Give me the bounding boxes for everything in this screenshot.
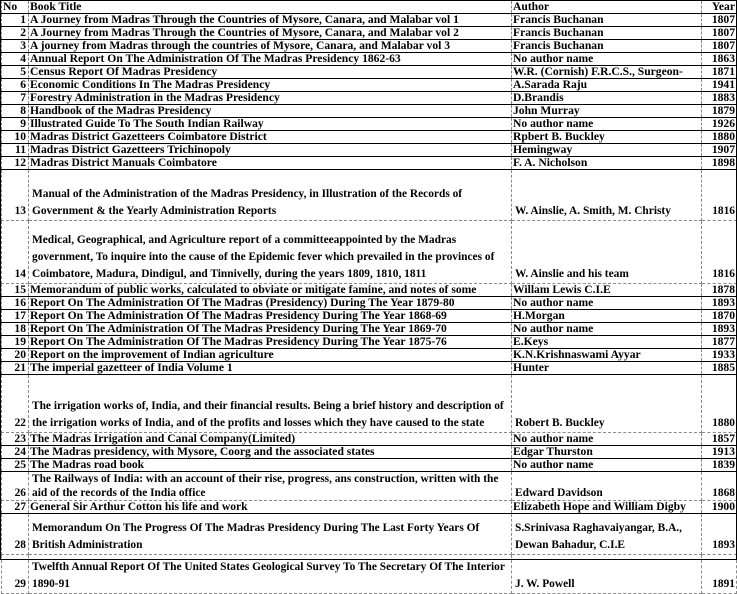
cell-year[interactable]: 1883 [702, 92, 737, 105]
table-row [2, 433, 737, 446]
cell-title[interactable]: Medical, Geographical, and Agriculture report of a committeeappointed by the Madras government, To inquire into the cause of the Epidemic fever which prevailed in the provinces of Coimbatore, Madura, Dindigul, and Tinnivelly, during the years 1809, 1810, 1811 [29, 221, 512, 284]
table-row [2, 472, 737, 501]
cell-title[interactable]: Economic Conditions In The Madras Presidency [29, 79, 512, 92]
cell-title[interactable]: Report On The Administration Of The Madras Presidency During The Year 1875-76 [29, 336, 512, 349]
cell-no[interactable]: 23 [2, 433, 29, 446]
cell-year[interactable]: 1807 [702, 40, 737, 53]
table-row [2, 284, 737, 297]
cell-no[interactable]: 29 [2, 555, 29, 594]
cell-year[interactable]: 1893 [702, 514, 737, 555]
table-row [2, 92, 737, 105]
cell-no[interactable]: 3 [2, 40, 29, 53]
cell-author[interactable]: No author name [512, 459, 702, 472]
cell-no[interactable]: 7 [2, 92, 29, 105]
cell-year[interactable]: 1870 [702, 310, 737, 323]
cell-author[interactable]: Francis Buchanan [512, 14, 702, 27]
table-row [2, 362, 737, 375]
cell-title[interactable]: Illustrated Guide To The South Indian Railway [29, 118, 512, 131]
cell-no[interactable]: 19 [2, 336, 29, 349]
cell-title[interactable]: Report On The Administration Of The Madras Presidency During The Year 1869-70 [29, 323, 512, 336]
cell-no[interactable]: 18 [2, 323, 29, 336]
table-row [2, 221, 737, 284]
cell-title[interactable]: Census Report Of Madras Presidency [29, 66, 512, 79]
cell-year[interactable]: 1885 [702, 362, 737, 375]
cell-year[interactable]: 1893 [702, 323, 737, 336]
cell-title[interactable]: Madras District Manuals Coimbatore [29, 157, 512, 170]
cell-year[interactable]: 1868 [702, 472, 737, 501]
cell-author[interactable]: W.R. (Cornish) F.R.C.S., Surgeon- [512, 66, 702, 79]
cell-year[interactable]: 1933 [702, 349, 737, 362]
table-row [2, 118, 737, 131]
table-row [2, 157, 737, 170]
cell-no[interactable]: 16 [2, 297, 29, 310]
cell-title[interactable]: Report on the improvement of Indian agriculture [29, 349, 512, 362]
cell-no[interactable]: 22 [2, 375, 29, 433]
table-row [2, 66, 737, 79]
table-row [2, 105, 737, 118]
cell-no[interactable]: 27 [2, 501, 29, 514]
table-row [2, 514, 737, 555]
cell-title[interactable]: A journey from Madras through the countries of Mysore, Canara, and Malabar vol 3 [29, 40, 512, 53]
cell-year[interactable]: 1900 [702, 501, 737, 514]
table-row [2, 53, 737, 66]
cell-author[interactable]: H.Morgan [512, 310, 702, 323]
cell-no[interactable]: 14 [2, 221, 29, 284]
cell-title[interactable]: The Madras presidency, with Mysore, Coorg and the associated states [29, 446, 512, 459]
table-row [2, 336, 737, 349]
cell-no[interactable]: 10 [2, 131, 29, 144]
cell-year[interactable]: 1871 [702, 66, 737, 79]
cell-year[interactable]: 1807 [702, 14, 737, 27]
cell-author[interactable]: No author name [512, 323, 702, 336]
cell-title[interactable]: Memorandum of public works, calculated to obviate or mitigate famine, and notes of some [29, 284, 512, 297]
table-row [2, 501, 737, 514]
cell-author[interactable]: Elizabeth Hope and William Digby [512, 501, 702, 514]
cell-year[interactable]: 1857 [702, 433, 737, 446]
cell-author[interactable]: No author name [512, 433, 702, 446]
cell-year[interactable]: 1879 [702, 105, 737, 118]
table-row [2, 446, 737, 459]
cell-title[interactable]: The Madras road book [29, 459, 512, 472]
cell-no[interactable]: 1 [2, 14, 29, 27]
cell-title[interactable]: The Railways of India: with an account of their rise, progress, ans construction, written with the aid of the records of the India office [29, 472, 512, 501]
cell-title[interactable]: Twelfth Annual Report Of The United States Geological Survey To The Secretary Of The Interior 1890-91 [29, 555, 512, 594]
cell-author[interactable]: No author name [512, 53, 702, 66]
cell-title[interactable]: Manual of the Administration of the Madras Presidency, in Illustration of the Records of Government & the Yearly Administration Reports [29, 170, 512, 221]
cell-no[interactable]: 17 [2, 310, 29, 323]
table-row [2, 555, 737, 594]
table-row [2, 79, 737, 92]
cell-title[interactable]: Handbook of the Madras Presidency [29, 105, 512, 118]
cell-year[interactable]: 1898 [702, 157, 737, 170]
cell-no[interactable]: 2 [2, 27, 29, 40]
cell-author[interactable]: Edgar Thurston [512, 446, 702, 459]
cell-year[interactable]: 1877 [702, 336, 737, 349]
table-row [2, 144, 737, 157]
cell-author[interactable]: F. A. Nicholson [512, 157, 702, 170]
cell-year[interactable]: 1893 [702, 297, 737, 310]
cell-year[interactable]: 1880 [702, 375, 737, 433]
cell-no[interactable]: 25 [2, 459, 29, 472]
cell-author[interactable]: No author name [512, 118, 702, 131]
table-row [2, 375, 737, 433]
table-row [2, 131, 737, 144]
cell-author[interactable]: E.Keys [512, 336, 702, 349]
cell-author[interactable]: Hemingway [512, 144, 702, 157]
cell-title[interactable]: Report On The Administration Of The Madras Presidency During The Year 1868-69 [29, 310, 512, 323]
cell-author[interactable]: W. Ainslie and his team [512, 221, 702, 284]
cell-author[interactable]: Rpbert B. Buckley [512, 131, 702, 144]
cell-title[interactable]: Memorandum On The Progress Of The Madras Presidency During The Last Forty Years Of British Administration [29, 514, 512, 555]
header-year[interactable]: Year [702, 1, 737, 14]
cell-year[interactable]: 1880 [702, 131, 737, 144]
cell-title[interactable]: Madras District Gazetteers Coimbatore District [29, 131, 512, 144]
cell-no[interactable]: 15 [2, 284, 29, 297]
cell-year[interactable]: 1816 [702, 221, 737, 284]
cell-no[interactable]: 28 [2, 514, 29, 555]
cell-year[interactable]: 1913 [702, 446, 737, 459]
cell-author[interactable]: No author name [512, 297, 702, 310]
cell-no[interactable]: 26 [2, 472, 29, 501]
cell-author[interactable]: S.Srinivasa Raghavaiyangar, B.A., Dewan Bahadur, C.I.E [512, 514, 702, 555]
cell-author[interactable]: Francis Buchanan [512, 27, 702, 40]
table-row [2, 459, 737, 472]
cell-title[interactable]: The imperial gazetteer of India Volume 1 [29, 362, 512, 375]
cell-no[interactable]: 13 [2, 170, 29, 221]
cell-no[interactable]: 6 [2, 79, 29, 92]
table-row [2, 170, 737, 221]
cell-title[interactable]: A Journey from Madras Through the Countries of Mysore, Canara, and Malabar vol 1 [29, 14, 512, 27]
cell-no[interactable]: 20 [2, 349, 29, 362]
cell-no[interactable]: 4 [2, 53, 29, 66]
table-row [2, 349, 737, 362]
table-row [2, 14, 737, 27]
cell-year[interactable]: 1891 [702, 555, 737, 594]
cell-year[interactable]: 1941 [702, 79, 737, 92]
header-title[interactable]: Book Title [29, 1, 512, 14]
table-row [2, 323, 737, 336]
cell-author[interactable]: Robert B. Buckley [512, 375, 702, 433]
cell-author[interactable]: Willam Lewis C.I.E [512, 284, 702, 297]
cell-year[interactable]: 1816 [702, 170, 737, 221]
cell-no[interactable]: 8 [2, 105, 29, 118]
cell-title[interactable]: The Madras Irrigation and Canal Company(Limited) [29, 433, 512, 446]
cell-title[interactable]: General Sir Arthur Cotton his life and work [29, 501, 512, 514]
cell-year[interactable]: 1839 [702, 459, 737, 472]
cell-author[interactable]: Francis Buchanan [512, 40, 702, 53]
cell-year[interactable]: 1907 [702, 144, 737, 157]
cell-author[interactable]: K.N.Krishnaswami Ayyar [512, 349, 702, 362]
cell-author[interactable]: Edward Davidson [512, 472, 702, 501]
header-author[interactable]: Author [512, 1, 702, 14]
header-no[interactable]: No [2, 1, 29, 14]
table-row [2, 27, 737, 40]
cell-author[interactable]: D.Brandis [512, 92, 702, 105]
cell-year[interactable]: 1863 [702, 53, 737, 66]
cell-no[interactable]: 11 [2, 144, 29, 157]
cell-title[interactable]: Annual Report On The Administration Of The Madras Presidency 1862-63 [29, 53, 512, 66]
cell-author[interactable]: W. Ainslie, A. Smith, M. Christy [512, 170, 702, 221]
cell-author[interactable]: Hunter [512, 362, 702, 375]
table-row [2, 297, 737, 310]
table-row [2, 310, 737, 323]
cell-author[interactable]: A.Sarada Raju [512, 79, 702, 92]
cell-year[interactable]: 1807 [702, 27, 737, 40]
table-row [2, 40, 737, 53]
cell-no[interactable]: 12 [2, 157, 29, 170]
cell-no[interactable]: 24 [2, 446, 29, 459]
header-row [2, 1, 737, 14]
cell-no[interactable]: 5 [2, 66, 29, 79]
cell-title[interactable]: Forestry Administration in the Madras Presidency [29, 92, 512, 105]
cell-no[interactable]: 21 [2, 362, 29, 375]
cell-title[interactable]: Madras District Gazetteers Trichinopoly [29, 144, 512, 157]
book-table [1, 1, 737, 594]
cell-title[interactable]: A Journey from Madras Through the Countries of Mysore, Canara, and Malabar vol 2 [29, 27, 512, 40]
cell-author[interactable]: J. W. Powell [512, 555, 702, 594]
cell-title[interactable]: Report On The Administration Of The Madras (Presidency) During The Year 1879-80 [29, 297, 512, 310]
cell-title[interactable]: The irrigation works of, India, and their financial results. Being a brief history and description of the irrigation works of India, and of the profits and losses which they have caused to the state [29, 375, 512, 433]
cell-year[interactable]: 1878 [702, 284, 737, 297]
cell-year[interactable]: 1926 [702, 118, 737, 131]
cell-no[interactable]: 9 [2, 118, 29, 131]
cell-author[interactable]: John Murray [512, 105, 702, 118]
